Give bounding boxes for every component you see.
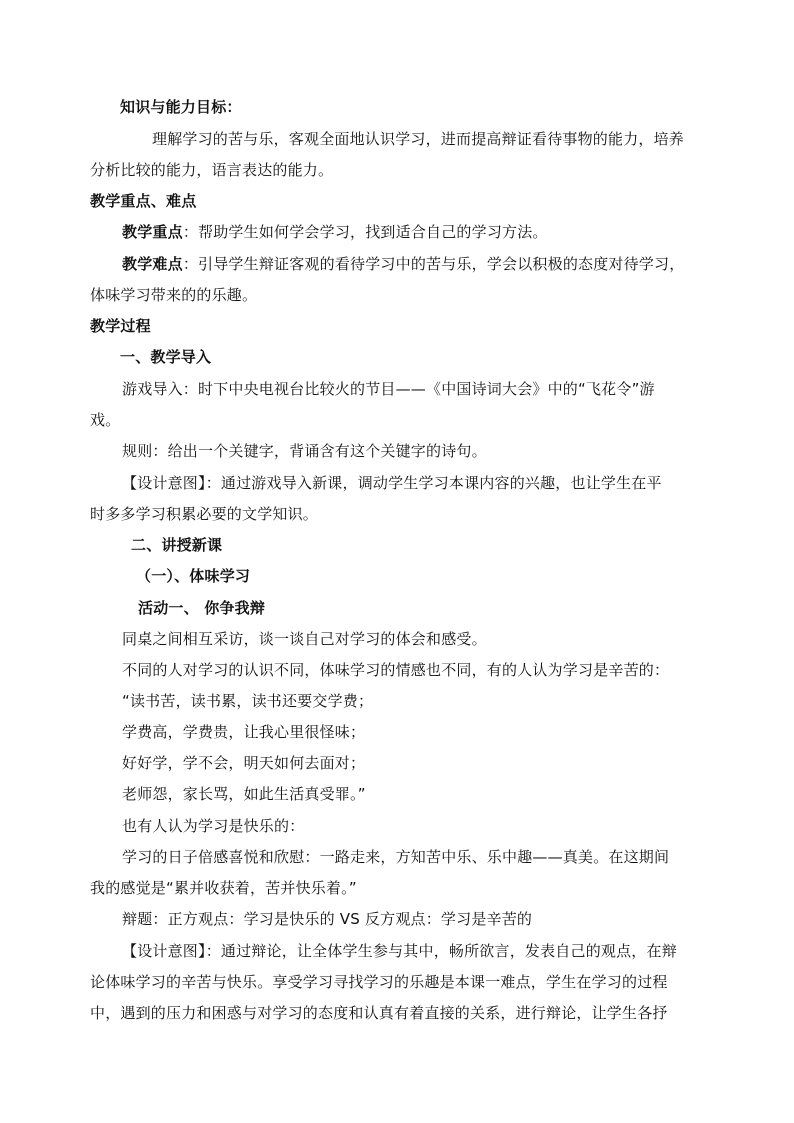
step1-heading: 一、教学导入 — [120, 348, 212, 366]
key-point-label: 教学重点 — [122, 223, 183, 241]
key-point-text: ：帮助学生如何学会学习，找到适合自己的学习方法。 — [182, 223, 548, 241]
poem-line3: 好好学，学不会，明天如何去面对； — [122, 754, 366, 772]
sub1-heading: （一）、体味学习 — [136, 567, 251, 585]
poem-line4: 老师怨，家长骂，如此生活真受罪。” — [122, 785, 366, 803]
difficult-point-text-line2: 体味学习带来的的乐趣。 — [90, 286, 258, 304]
interview-line: 同桌之间相互采访，谈一谈自己对学习的体会和感受。 — [122, 630, 487, 648]
ability-goal-text-line2: 分析比较的能力，语言表达的能力。 — [90, 161, 334, 179]
ability-goal-heading: 知识与能力目标： — [120, 98, 242, 116]
difficult-point-text: ：引导学生辩证客观的看待学习中的苦与乐，学会以积极的态度对待学习， — [182, 255, 685, 273]
key-difficult-heading: 教学重点、难点 — [90, 192, 197, 210]
debate-topic-line: 辩题：正方观点：学习是快乐的 VS 反方观点：学习是辛苦的 — [122, 910, 533, 928]
difficult-point-label: 教学难点 — [122, 255, 183, 273]
ability-goal-text-line1: 理解学习的苦与乐，客观全面地认识学习，进而提高辩证看待事物的能力，培养 — [152, 130, 685, 148]
rules-line: 规则：给出一个关键字，背诵含有这个关键字的诗句。 — [122, 442, 487, 460]
game-intro-line1: 游戏导入：时下中央电视台比较火的节目——《中国诗词大会》中的“飞花令”游 — [122, 380, 655, 398]
game-intro-line2: 戏。 — [90, 411, 121, 429]
step2-heading: 二、讲授新课 — [131, 536, 223, 554]
key-point-paragraph — [122, 221, 548, 243]
happy-view-line: 也有人认为学习是快乐的： — [122, 817, 305, 835]
design-intent2-line2: 论体味学习的辛苦与快乐。享受学习寻找学习的乐趣是本课一难点，学生在学习的过程 — [90, 973, 668, 991]
process-heading: 教学过程 — [90, 317, 151, 335]
poem-line1: “读书苦，读书累，读书还要交学费； — [122, 692, 374, 710]
activity1-heading: 活动一、 你争我辩 — [138, 599, 266, 617]
design-intent2-line1: 【设计意图】：通过辩论，让全体学生参与其中，畅所欲言，发表自己的观点，在辩 — [122, 942, 677, 960]
poem-line2: 学费高，学费贵，让我心里很怪味； — [122, 723, 366, 741]
difficult-point-paragraph — [122, 253, 684, 275]
design-intent1-line2: 时多多学习积累必要的文学知识。 — [90, 505, 319, 523]
different-views-line: 不同的人对学习的认识不同，体味学习的情感也不同，有的人认为学习是辛苦的： — [122, 661, 670, 679]
design-intent2-line3: 中，遇到的压力和困惑与对学习的态度和认真有着直接的关系，进行辩论，让学生各抒 — [90, 1004, 668, 1022]
happy-quote-line1: 学习的日子倍感喜悦和欣慰：一路走来，方知苦中乐、乐中趣——真美。在这期间 — [122, 848, 670, 866]
design-intent1-line1: 【设计意图】：通过游戏导入新课，调动学生学习本课内容的兴趣，也让学生在平 — [122, 474, 662, 492]
happy-quote-line2: 我的感觉是“累并收获着，苦并快乐着。” — [90, 879, 357, 897]
